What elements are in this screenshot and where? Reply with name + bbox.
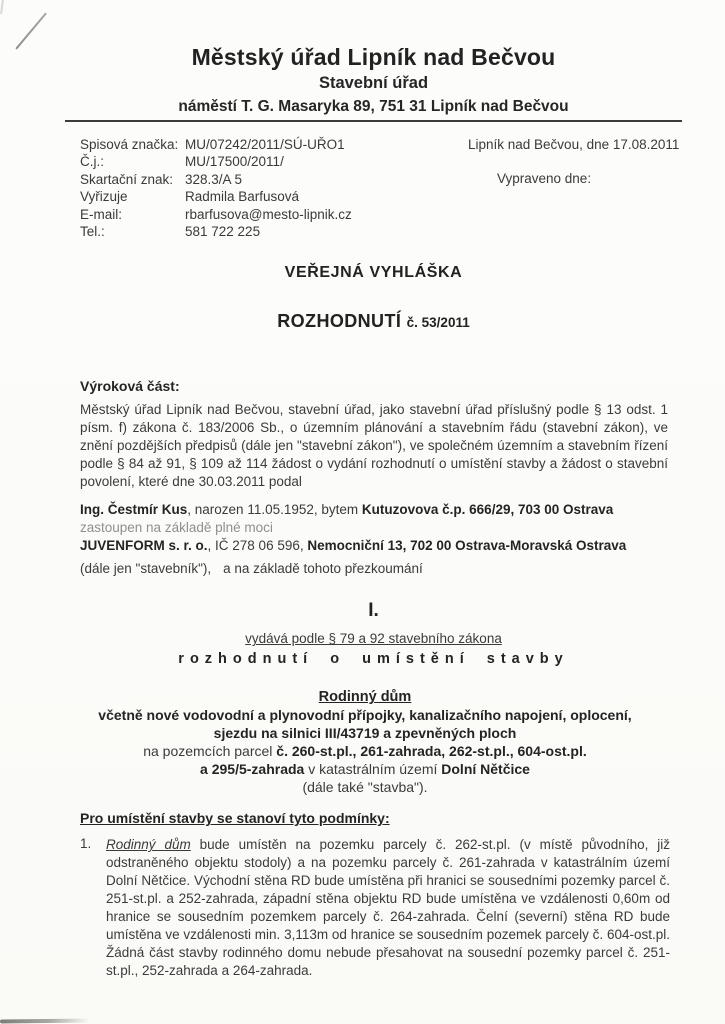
decision-heading bbox=[65, 311, 682, 332]
project-line-utilities: včetně nové vodovodní a plynovodní přípojky, kanalizačního napojení, oplocení, bbox=[98, 707, 632, 724]
meta-value-email: rbarfusova@mesto-lipnik.cz bbox=[185, 206, 352, 222]
paper-edge-mark bbox=[0, 0, 4, 14]
place-and-date: Lipník nad Bečvou, dne 17.08.2011 bbox=[468, 137, 680, 152]
notice-headings bbox=[65, 264, 682, 332]
decision-number: č. 53/2011 bbox=[406, 315, 470, 331]
placement-decision-line: rozhodnutí o umístění stavby bbox=[178, 651, 569, 668]
meta-row-phone bbox=[80, 223, 680, 240]
date-block bbox=[468, 136, 679, 188]
parcel-extra: a 295/5-zahrada bbox=[200, 761, 305, 778]
conditions-heading: Pro umístění stavby se stanoví tyto podmínky: bbox=[80, 810, 390, 827]
decision-word: ROZHODNUTÍ bbox=[277, 311, 402, 332]
cadastre-intro: v katastrálním území bbox=[304, 761, 442, 778]
project-line-parcels bbox=[50, 742, 680, 760]
applicant-block bbox=[80, 501, 668, 578]
verdict-paragraph: Městský úřad Lipník nad Bečvou, stavební úřad, jako stavební úřad příslušný podle § 13 odst. 1 písm. f) zákona č. 183/2006 Sb., o územním plánování a stavebním řádu (stavební zákon), ve znění pozdějších předpisů (dále jen "stavební zákon"), ve společném územním a stavebním řízení podle § 84 až 91, § 109 až 114 žádost o vydání rozhodnutí o umístění stavby a žádost o stavební povolení, které dne 30.03.2011 podal bbox=[80, 402, 668, 490]
project-title: Rodinný dům bbox=[318, 689, 412, 706]
authority-department: Stavební úřad bbox=[318, 74, 429, 92]
meta-value: Radmila Barfusová bbox=[185, 189, 300, 205]
authority-address: náměstí T. G. Masaryka 89, 751 31 Lipník nad Bečvou bbox=[178, 98, 569, 115]
meta-value: 328.3/A 5 bbox=[185, 171, 243, 187]
parcels-numbers: č. 260-st.pl., 261-zahrada, 262-st.pl., 604-ost.pl. bbox=[276, 743, 587, 760]
verdict-heading: Výroková část: bbox=[80, 378, 180, 395]
closing-continuation: a na základě tohoto přezkoumání bbox=[223, 561, 423, 577]
conditions-section bbox=[80, 810, 670, 980]
pen-stroke-mark bbox=[15, 12, 47, 49]
builder-alias: (dále jen "stavebník"), bbox=[80, 561, 212, 577]
proxy-line: zastoupen na základě plné moci bbox=[80, 520, 273, 536]
meta-label: Č.j.: bbox=[80, 154, 105, 170]
applicant-birth-info: , narozen 11.05.1952, bytem bbox=[187, 502, 362, 518]
meta-value: MU/17500/2011/ bbox=[185, 154, 284, 170]
company-name: JUVENFORM s. r. o. bbox=[80, 538, 208, 554]
project-line-driveway: sjezdu na silnici III/43719 a zpevněných ploch bbox=[213, 725, 517, 742]
letterhead bbox=[65, 44, 682, 122]
issues-under-law-line: vydává podle § 79 a 92 stavebního zákona bbox=[245, 631, 502, 647]
meta-label: Tel.: bbox=[80, 224, 105, 240]
condition-number: 1. bbox=[80, 836, 92, 852]
reference-metadata bbox=[80, 136, 680, 240]
project-alias-line: (dále také "stavba"). bbox=[302, 779, 428, 796]
letterhead-rule bbox=[65, 120, 682, 122]
meta-value-phone: 581 722 225 bbox=[185, 224, 261, 240]
project-line-cadastre bbox=[50, 760, 680, 778]
project-title-line bbox=[50, 687, 680, 706]
applicant-closing-line bbox=[80, 560, 668, 578]
meta-label: Vyřizuje bbox=[80, 189, 128, 205]
company-address: Nemocniční 13, 702 00 Ostrava-Moravská Ostrava bbox=[307, 538, 627, 554]
meta-label: Skartační znak: bbox=[80, 171, 174, 187]
verdict-section bbox=[80, 378, 668, 491]
dispatched-date-label: Vypraveno dne: bbox=[497, 171, 592, 187]
condition-item-1 bbox=[80, 836, 670, 980]
meta-row-handled-by bbox=[80, 188, 680, 205]
condition-lead-term: Rodinný dům bbox=[106, 837, 191, 853]
project-description-block bbox=[50, 687, 680, 796]
company-id: , IČ 278 06 596, bbox=[207, 538, 308, 554]
applicant-person-line bbox=[80, 501, 668, 519]
applicant-company-line bbox=[80, 537, 668, 555]
parcels-intro: na pozemcích parcel bbox=[143, 743, 277, 760]
condition-body: bude umístěn na pozemku parcely č. 262-st.pl. (v místě původního, již odstraněného objektu stodoly) a na pozemku parcely č. 261-zahrada v katastrálním území Dolní Nětčice. Východní stěna RD bude umístěna při hranici se sousedními pozemky parcel č. 251-st.pl. a 252-zahrada, západní stěna objektu RD bude umístěna ve vzdálenosti 0,60m od hranice se sousedním pozemkem parcely č. 264-zahrada. Čelní (severní) stěna RD bude umístěna ve vzdálenosti min. 3,113m od hranice se sousedním pozemek parcely č. 604-ost.pl. Žádná část stavby rodinného domu nebude přesahovat na sousední pozemky parcel č. 251-st.pl., 252-zahrada a 264-zahrada. bbox=[106, 837, 670, 979]
applicant-address: Kutuzovova č.p. 666/29, 703 00 Ostrava bbox=[361, 502, 614, 518]
public-notice-heading: VEŘEJNÁ VYHLÁŠKA bbox=[284, 264, 463, 282]
section-one-numeral: I. bbox=[368, 600, 379, 622]
meta-value: MU/07242/2011/SÚ-UŘO1 bbox=[185, 137, 345, 152]
meta-label: E-mail: bbox=[80, 206, 123, 222]
applicant-name: Ing. Čestmír Kus bbox=[80, 502, 188, 518]
meta-row-email bbox=[80, 206, 680, 223]
authority-title: Městský úřad Lipník nad Bečvou bbox=[191, 44, 556, 70]
ink-smudge-mark bbox=[0, 1019, 90, 1024]
cadastre-name: Dolní Nětčice bbox=[441, 761, 530, 778]
condition-text bbox=[106, 836, 670, 980]
meta-label: Spisová značka: bbox=[80, 137, 179, 152]
